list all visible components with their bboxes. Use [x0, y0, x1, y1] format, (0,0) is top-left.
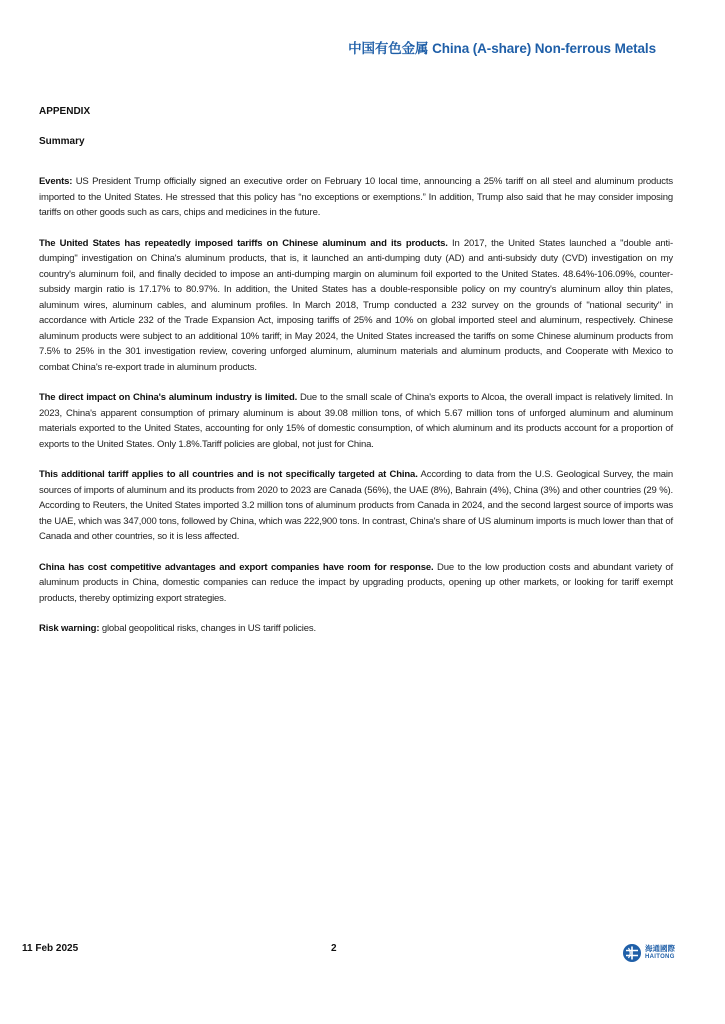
section-events — [39, 174, 673, 221]
section-direct-impact — [39, 390, 673, 452]
report-header-title: 中国有色金属 China (A-share) Non-ferrous Metals — [348, 41, 656, 56]
summary-sections — [39, 174, 673, 637]
section-lead: The direct impact on China's aluminum industry is limited. — [39, 392, 298, 403]
section-all-countries — [39, 467, 673, 545]
section-text: According to data from the U.S. Geological Survey, the main sources of imports of aluminum and its products from 2020 to 2023 are Canada (56%), the UAE (8%), Bahrain (4%), China (3%) and other countries (29 %). According to Reuters, the United States imported 3.2 million tons of aluminum products from Canada in 2024, and the second largest source of imports was the UAE, which was 347,000 tons, followed by China, which was 222,900 tons. In contrast, China's share of US aluminum imports is much lower than that of Canada and other countries, so it is less affected. — [39, 469, 673, 542]
logo-en-text: HAITONG — [645, 954, 675, 960]
section-lead: Events: — [39, 176, 73, 187]
section-text: Due to the small scale of China's exports to Alcoa, the overall impact is relatively limited. In 2023, China's apparent consumption of primary aluminum is about 39.08 million tons, of which 5.67 million tons of unforged aluminum and aluminum materials exported to the United States, accounting for only 15% of domestic consumption, of which aluminum and its products account for a proportion of exports to the United States. Only 1.8%.Tariff policies are global, not just for China. — [39, 392, 673, 450]
section-text: global geopolitical risks, changes in US tariff policies. — [99, 623, 316, 634]
footer-date: 11 Feb 2025 — [22, 943, 79, 954]
section-risk-warning — [39, 621, 673, 637]
section-text: US President Trump officially signed an executive order on February 10 local time, announcing a 25% tariff on all steel and aluminum products imported to the United States. He stressed that this policy has “no exceptions or exemptions.” In addition, Trump also said that he may consider imposing tariffs on other goods such as cars, chips and medicines in the future. — [39, 176, 673, 218]
section-lead: Risk warning: — [39, 623, 100, 634]
section-lead: China has cost competitive advantages and export companies have room for response. — [39, 561, 434, 573]
document-body — [39, 105, 673, 652]
logo-cn-text: 海通國際 — [645, 944, 675, 953]
appendix-title: APPENDIX — [39, 106, 91, 117]
section-lead: This additional tariff applies to all countries and is not specifically targeted at China. — [39, 469, 418, 480]
haitong-logo-icon — [622, 943, 642, 963]
summary-title: Summary — [39, 136, 85, 147]
section-text: In 2017, the United States launched a "double anti-dumping" investigation on China's aluminum products, that is, it launched an anti-dumping duty (AD) and anti-subsidy duty (CVD) investigation on my country's aluminum foil, and finally decided to impose an anti-dumping margin on aluminum foil exported to the United States. 48.64%-106.09%, counter-subsidy margin ratio is 17.17% to 80.97%. In addition, the United States has a double-responsible policy on my country's aluminum alloy thin plates, aluminum wires, aluminum cables, and aluminum profiles. In March 2018, Trump conducted a 232 survey on the grounds of "national security" in accordance with Article 232 of the Trade Expansion Act, imposing tariffs of 25% and 10% on global imported steel and aluminum, respectively. Chinese aluminum products were subject to an additional 10% tariff; in May 2024, the United States increased the tariffs on some Chinese aluminum products from 7.5% to 25% in the 301 investigation review, covering unforged aluminum, aluminum materials and aluminum products, and Cooperate with Mexico to combat China's re-export trade in aluminum products. — [39, 237, 673, 373]
section-cost-advantages — [39, 560, 673, 607]
logo-text — [645, 945, 675, 961]
section-tariff-history — [39, 236, 673, 376]
section-lead: The United States has repeatedly imposed tariffs on Chinese aluminum and its products. — [39, 237, 448, 249]
haitong-logo — [622, 942, 682, 964]
section-text: Due to the low production costs and abundant variety of aluminum products in China, domestic companies can reduce the impact by upgrading products, opening up other markets, or looking for tariff exempt products, thereby optimizing export strategies. — [39, 561, 673, 604]
page-number: 2 — [331, 943, 337, 954]
